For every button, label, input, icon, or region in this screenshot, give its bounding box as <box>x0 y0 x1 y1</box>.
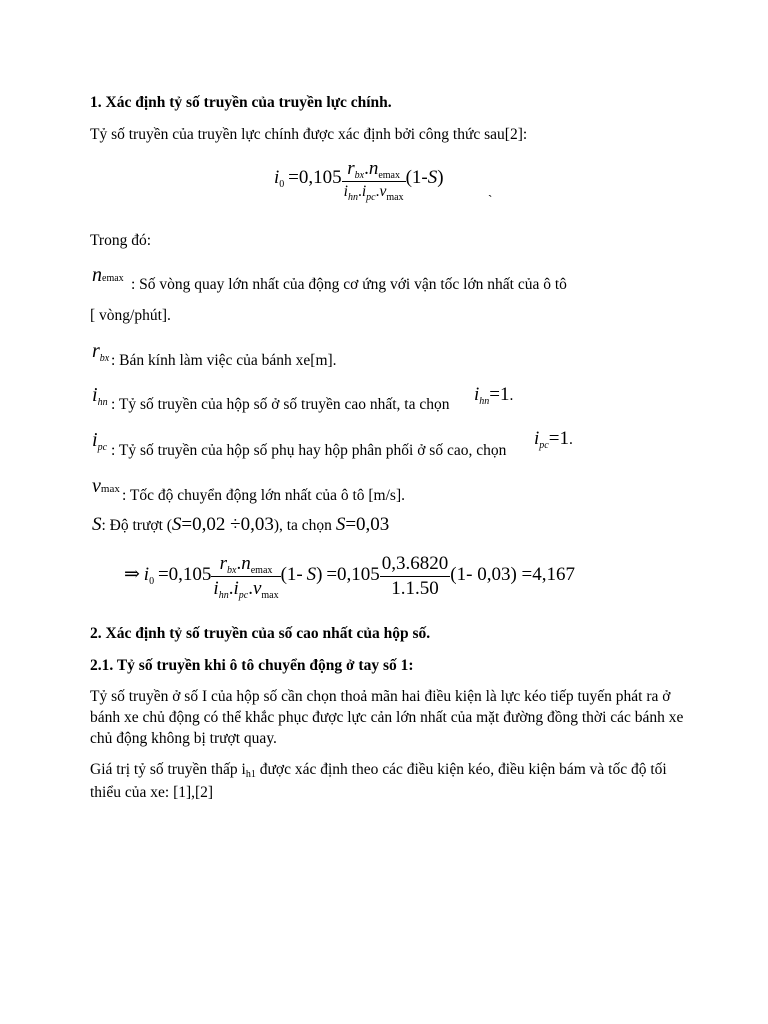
def-vmax-sub: max <box>100 483 120 495</box>
trong-do-label: Trong đó: <box>90 232 152 249</box>
def-rbx-sub: bx <box>99 353 110 364</box>
def-ihn-sub: hn <box>97 397 108 408</box>
formula2-den-dot1: . <box>228 578 234 599</box>
formula2-mid-open: (1- <box>280 564 303 586</box>
formula1-fraction <box>342 158 406 201</box>
formula2-den-i2-sub: pc <box>238 590 249 601</box>
def-s-range-symbol: S <box>171 514 182 535</box>
intro-text: Tỷ số truyền của truyền lực chính được xác định bởi công thức sau[2]: <box>90 126 528 143</box>
formula1-den-dot1: . <box>357 183 362 200</box>
def-ipc <box>92 429 107 452</box>
formula1-tail-open: (1- <box>405 167 428 189</box>
formula2-den-i2: i <box>233 578 239 599</box>
formula1-num-dot: . <box>364 158 369 179</box>
def-s-text: : Độ trượt ( <box>101 517 172 534</box>
def-s <box>92 514 389 536</box>
formula2-num-r: r <box>219 553 228 574</box>
formula1-lhs-sub: 0 <box>279 179 285 191</box>
formula1-tail-close: ) <box>437 167 444 189</box>
formula2-den2: 1.1.50 <box>391 578 439 599</box>
def-ipc-choice-symbol: i <box>534 428 540 449</box>
formula-2 <box>124 553 575 600</box>
def-ipc-sub: pc <box>97 442 108 453</box>
def-s-range-value: =0,02 ÷0,03 <box>181 514 274 535</box>
formula2-num-dot: . <box>236 553 242 574</box>
formula2-den-v: v <box>252 578 262 599</box>
def-ipc-choice-value: =1 <box>548 428 569 449</box>
def-ihn-choice-value: =1 <box>489 384 510 405</box>
formula2-lhs-i: i <box>143 564 150 586</box>
section-heading-2-1: 2.1. Tỷ số truyền khi ô tô chuyển động ở tay số 1: <box>90 657 414 674</box>
def-ihn-symbol: i <box>92 384 98 406</box>
paragraph-2-sub: h1 <box>245 769 256 780</box>
def-nemax-unit: [ vòng/phút]. <box>90 307 171 324</box>
formula2-const2: =0,105 <box>326 564 380 586</box>
def-ihn-choice <box>474 384 513 406</box>
formula2-den-v-sub: max <box>261 590 279 601</box>
def-ipc-choice-sub: pc <box>539 440 549 451</box>
formula2-den-i1: i <box>213 578 219 599</box>
def-ipc-text: : Tỷ số truyền của hộp số phụ hay hộp phân phối ở số cao, chọn <box>111 442 507 459</box>
formula2-tail: (1- 0,03) =4,167 <box>450 564 575 586</box>
def-rbx-text: : Bán kính làm việc của bánh xe[m]. <box>111 352 337 369</box>
formula1-den-i1-sub: hn <box>347 192 358 203</box>
formula1-den-v: v <box>379 183 387 200</box>
formula2-num-n-sub: emax <box>250 565 273 576</box>
formula1-num-r: r <box>347 158 355 179</box>
formula1-den-i2-sub: pc <box>366 192 376 203</box>
formula2-num-n: n <box>241 553 251 574</box>
formula2-mid-close: ) <box>316 564 323 586</box>
formula2-num2: 0,3.6820 <box>380 553 451 577</box>
def-s-symbol: S <box>92 514 102 535</box>
formula2-den-dot2: . <box>248 578 253 599</box>
formula1-den-i1: i <box>343 183 348 200</box>
formula2-num-r-sub: bx <box>227 565 237 576</box>
formula1-den-i2: i <box>361 183 367 200</box>
def-vmax <box>92 475 120 498</box>
def-vmax-symbol: v <box>92 475 101 497</box>
paragraph-2-end: được xác định theo các điều kiện kéo, điều kiện bám và tốc độ tối thiểu của xe: [1],[2] <box>90 761 667 801</box>
def-ihn-choice-sub: hn <box>479 396 490 407</box>
def-ihn <box>92 384 108 407</box>
formula1-tail-s: S <box>427 167 438 189</box>
def-ipc-symbol: i <box>92 429 98 451</box>
def-ihn-choice-symbol: i <box>474 384 480 405</box>
formula-1 <box>274 158 444 201</box>
def-s-text2: ), ta chọn <box>273 517 332 534</box>
formula1-den-v-sub: max <box>386 192 404 203</box>
def-nemax <box>92 264 124 287</box>
section-heading-1: 1. Xác định tỷ số truyền của truyền lực chính. <box>90 94 392 111</box>
formula1-num-r-sub: bx <box>354 170 365 181</box>
def-s-choice-value: =0,03 <box>345 514 390 535</box>
formula1-lhs-i: i <box>274 167 280 189</box>
formula1-const: =0,105 <box>288 167 342 189</box>
def-vmax-text: : Tốc độ chuyển động lớn nhất của ô tô [m/s]. <box>122 487 405 504</box>
def-ipc-choice <box>534 428 573 450</box>
def-s-choice-symbol: S <box>335 514 346 535</box>
formula2-fraction <box>211 553 280 600</box>
def-rbx-symbol: r <box>92 340 100 362</box>
formula2-fraction2 <box>380 553 451 600</box>
formula2-const: =0,105 <box>157 564 212 586</box>
formula1-num-n-sub: emax <box>378 170 400 181</box>
section-heading-2: 2. Xác định tỷ số truyền của số cao nhất của hộp số. <box>90 625 431 642</box>
formula2-lhs-sub: 0 <box>149 576 155 588</box>
def-nemax-sub: emax <box>102 273 124 284</box>
def-ihn-text: : Tỷ số truyền của hộp số ở số truyền cao nhất, ta chọn <box>111 396 450 413</box>
formula1-num-n: n <box>368 158 379 179</box>
def-nemax-text: : Số vòng quay lớn nhất của động cơ ứng với vận tốc lớn nhất của ô tô <box>131 276 567 293</box>
def-rbx <box>92 340 109 363</box>
paragraph-1: Tỷ số truyền ở số I của hộp số cần chọn thoả mãn hai điều kiện là lực kéo tiếp tuyến phát ra ở bánh xe chủ động có thể khắc phục được lực cản lớn nhất của mặt đường đồng thời các bánh xe chủ động không bị trượt quay. <box>90 688 684 747</box>
formula2-den-i1-sub: hn <box>218 590 229 601</box>
paragraph-2 <box>90 759 690 803</box>
paragraph-2-start: Giá trị tỷ số truyền thấp i <box>90 761 246 778</box>
def-nemax-symbol: n <box>92 264 102 286</box>
formula1-comma-mark: ` <box>488 192 493 207</box>
formula1-den-dot2: . <box>375 183 380 200</box>
def-ipc-end: . <box>568 431 573 448</box>
formula2-arrow: ⇒ <box>124 564 140 586</box>
def-ihn-end: . <box>509 387 514 404</box>
formula2-mid-s: S <box>306 564 317 586</box>
